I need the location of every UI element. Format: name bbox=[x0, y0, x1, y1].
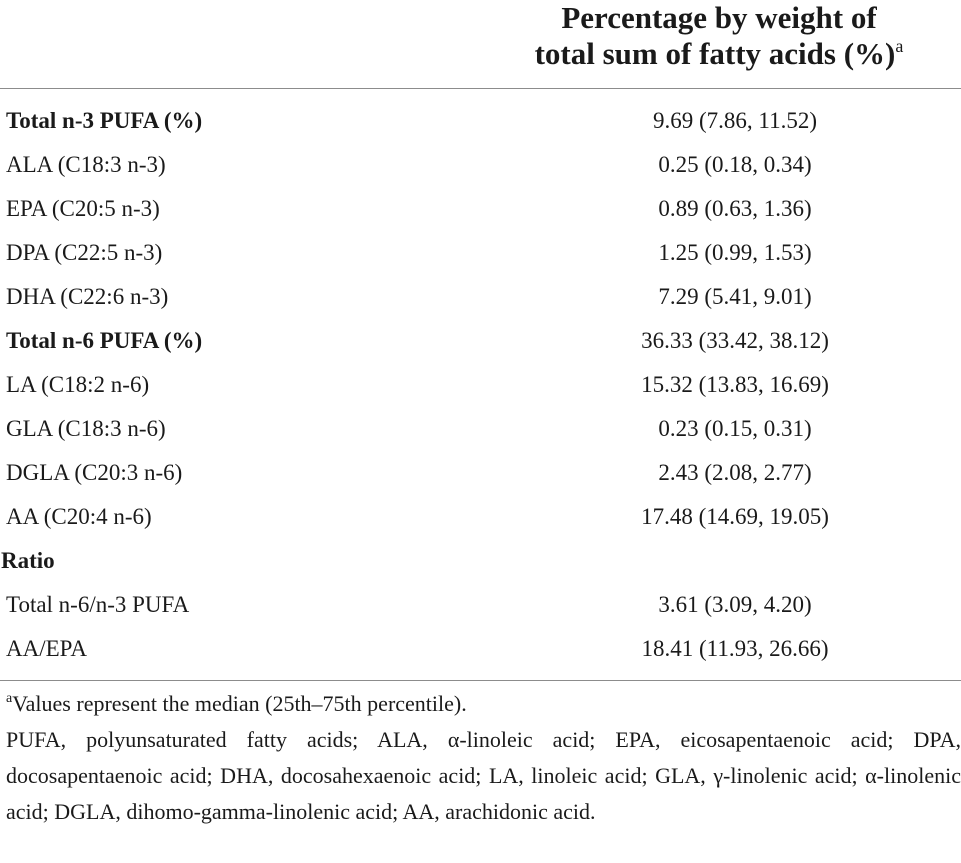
table-row bbox=[0, 143, 961, 187]
row-label: DPA (C22:5 n-3) bbox=[6, 240, 163, 265]
row-value: 0.89 (0.63, 1.36) bbox=[658, 196, 812, 221]
table-row bbox=[0, 99, 961, 143]
table-row bbox=[0, 363, 961, 407]
row-value: 36.33 (33.42, 38.12) bbox=[641, 328, 829, 353]
row-value: 18.41 (11.93, 26.66) bbox=[641, 636, 829, 661]
row-value: 7.29 (5.41, 9.01) bbox=[658, 284, 812, 309]
row-value: 15.32 (13.83, 16.69) bbox=[641, 372, 829, 397]
table-row bbox=[0, 319, 961, 363]
table-row bbox=[0, 407, 961, 451]
row-label: ALA (C18:3 n-3) bbox=[6, 152, 166, 177]
footnote-a-text: Values represent the median (25th–75th percentile). bbox=[12, 691, 467, 716]
table-header bbox=[0, 0, 961, 88]
table-body bbox=[0, 99, 961, 671]
row-value: 0.25 (0.18, 0.34) bbox=[658, 152, 812, 177]
table-row bbox=[0, 451, 961, 495]
footnote-a-marker: a bbox=[6, 691, 13, 706]
header-divider bbox=[0, 88, 961, 89]
row-value: 2.43 (2.08, 2.77) bbox=[658, 460, 812, 485]
table-row bbox=[0, 231, 961, 275]
row-label: Total n-6 PUFA (%) bbox=[6, 328, 203, 353]
row-label: Total n-6/n-3 PUFA bbox=[6, 592, 190, 617]
table-row bbox=[0, 627, 961, 671]
table-row bbox=[0, 495, 961, 539]
row-value: 3.61 (3.09, 4.20) bbox=[658, 592, 812, 617]
row-value: 1.25 (0.99, 1.53) bbox=[658, 240, 812, 265]
row-value: 0.23 (0.15, 0.31) bbox=[658, 416, 812, 441]
footnote-a bbox=[6, 686, 961, 722]
header-footnote-marker: a bbox=[895, 36, 904, 56]
column-header-line1: Percentage by weight of bbox=[561, 0, 877, 35]
table-row bbox=[0, 187, 961, 231]
row-label: Ratio bbox=[1, 548, 55, 573]
row-label: EPA (C20:5 n-3) bbox=[6, 196, 160, 221]
footer-divider bbox=[0, 680, 961, 681]
column-header bbox=[489, 0, 949, 72]
table-row bbox=[0, 539, 961, 583]
row-label: DGLA (C20:3 n-6) bbox=[6, 460, 183, 485]
row-label: AA/EPA bbox=[6, 636, 87, 661]
row-label: AA (C20:4 n-6) bbox=[6, 504, 152, 529]
table-footnotes bbox=[6, 686, 961, 830]
table-row bbox=[0, 583, 961, 627]
row-value: 9.69 (7.86, 11.52) bbox=[653, 108, 817, 133]
column-header-line2: total sum of fatty acids (%) bbox=[534, 36, 896, 71]
row-label: Total n-3 PUFA (%) bbox=[6, 108, 203, 133]
row-value: 17.48 (14.69, 19.05) bbox=[641, 504, 829, 529]
abbreviations-footnote: PUFA, polyunsaturated fatty acids; ALA, α-linoleic acid; EPA, eicosapentaenoic acid; DPA, docosapentaenoic acid; DHA, docosahexaenoic acid; LA, linoleic acid; GLA, γ-linolenic acid; α-linolenic acid; DGLA, dihomo-gamma-linolenic acid; AA, arachidonic acid. bbox=[6, 727, 961, 824]
row-label: LA (C18:2 n-6) bbox=[6, 372, 150, 397]
table-row bbox=[0, 275, 961, 319]
row-label: GLA (C18:3 n-6) bbox=[6, 416, 166, 441]
row-label: DHA (C22:6 n-3) bbox=[6, 284, 169, 309]
